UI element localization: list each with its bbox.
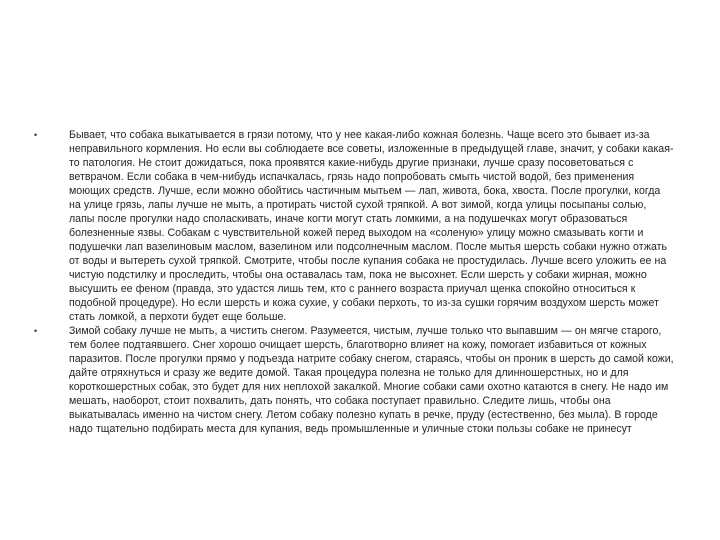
- bullet-text-winter: Зимой собаку лучше не мыть, а чистить снегом. Разумеется, чистым, лучше только что выпавшим — он мягче старого, тем более подтаявшего. Снег хорошо очищает шерсть, благотворно влияет на кожу, помогает избавиться от кожных паразитов. После прогулки прямо у подъезда натрите собаку снегом, стараясь, чтобы он проник в шерсть до самой кожи, дайте отряхнуться и сразу же ведите домой. Такая процедура полезна не только для длинношерстных, но и для короткошерстных собак, это будет для них неплохой закалкой. Многие собаки сами охотно катаются в снегу. Не надо им мешать, наоборот, стоит похвалить, дать понять, что собака поступает правильно. Следите лишь, чтобы она выкатывалась именно на чистом снегу. Летом собаку полезно купать в речке, пруду (естественно, без мыла). В городе надо тщательно подбирать места для купания, ведь промышленные и уличные стоки пользы собаке не принесут: [69, 325, 674, 435]
- bullet-dot-icon: •: [34, 326, 38, 336]
- bullet-dot-icon: •: [34, 130, 38, 140]
- bullet-list: [34, 128, 674, 436]
- bullet-item-winter: [34, 324, 674, 436]
- bullet-text-washing: Бывает, что собака выкатывается в грязи потому, что у нее какая-либо кожная болезнь. Чаще всего это бывает из-за неправильного кормления. Но если вы соблюдаете все советы, изложенные в предыдущей главе, значит, у собаки какая-то патология. Не стоит дожидаться, пока проявятся какие-нибудь другие признаки, лучше сразу посоветоваться с ветврачом. Если собака в чем-нибудь испачкалась, грязь надо попробовать смыть чистой водой, без применения моющих средств. Лучше, если можно обойтись частичным мытьем — лап, живота, бока, хвоста. После прогулки, когда на улице грязь, лапы лучше не мыть, а протирать чистой сухой тряпкой. А вот зимой, когда улицы посыпаны солью, лапы после прогулки надо споласкивать, иначе когти могут стать ломкими, а на подушечках могут образоваться болезненные язвы. Собакам с чувствительной кожей перед выходом на «соленую» улицу можно смазывать когти и подушечки лап вазелиновым маслом, вазелином или подсолнечным маслом. После мытья шерсть собаки нужно отжать от воды и вытереть сухой тряпкой. Смотрите, чтобы после купания собака не простудилась. Лучше всего уложить ее на чистую подстилку и проследить, чтобы она оставалась там, пока не высохнет. Если шерсть у собаки жирная, можно высушить ее феном (правда, это удастся лишь тем, кто с раннего возраста приучал щенка спокойно относиться к подобной процедуре). Но если шерсть и кожа сухие, у собаки перхоть, то из-за сушки горячим воздухом шерсть может стать ломкой, а перхоти будет еще больше.: [69, 129, 674, 323]
- bullet-item-washing: [34, 128, 674, 324]
